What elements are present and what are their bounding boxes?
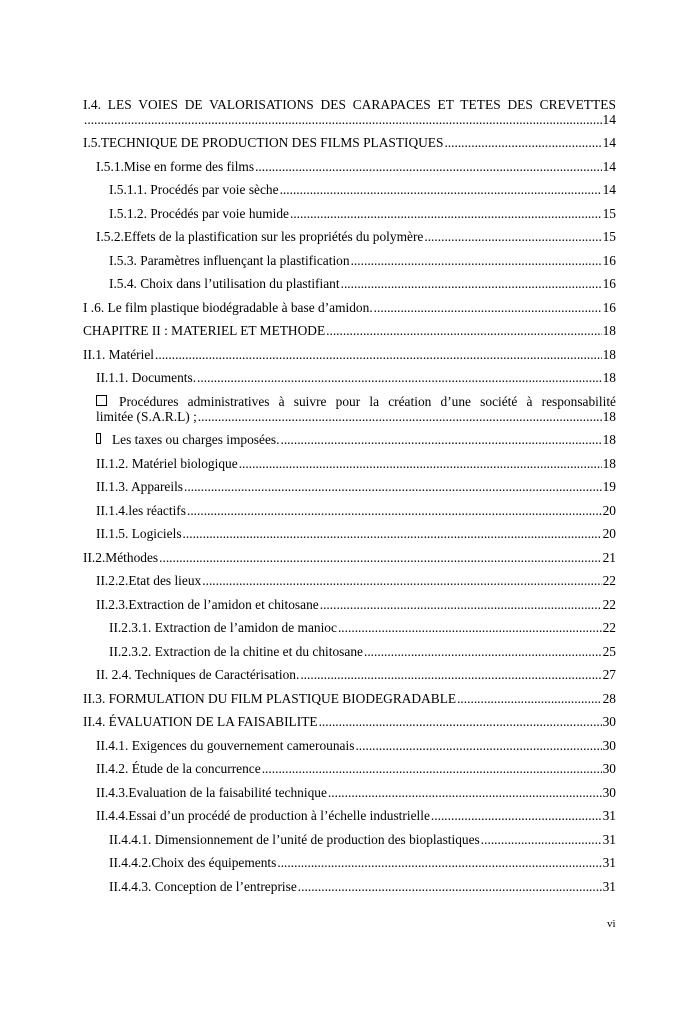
toc-entry-label: II.4.4.Essai d’un procédé de production à l’échelle industrielle (96, 808, 430, 823)
toc-entry-label: II.1.1. Documents. (96, 370, 197, 385)
toc-entry[interactable] (83, 785, 616, 800)
toc-entry[interactable] (83, 620, 616, 635)
toc-entry[interactable] (83, 206, 616, 221)
toc-entry-page: 15 (602, 205, 616, 221)
toc-entry-page: 14 (602, 112, 616, 127)
toc-entry-label: II.2.3.2. Extraction de la chitine et du chitosane (109, 643, 363, 659)
toc-entry[interactable] (83, 323, 616, 338)
toc-entry-label: II.1.2. Matériel biologique (96, 455, 238, 471)
checkbox-bullet-icon (96, 433, 101, 444)
toc-entry-label: I.5.1.2. Procédés par voie humide (109, 205, 289, 221)
toc-entry[interactable] (83, 159, 616, 174)
toc-entry-page: 27 (602, 667, 616, 682)
toc-entry-page: 14 (602, 158, 616, 174)
toc-entry[interactable] (83, 456, 616, 471)
toc-entry-label: II.4.4.3. Conception de l’entreprise (109, 878, 297, 894)
leader-dots (424, 229, 601, 244)
leader-dots (202, 573, 601, 588)
toc-entry-page: 31 (602, 878, 616, 894)
toc-entry-label: CHAPITRE II : MATERIEL ET METHODE (83, 323, 326, 338)
toc-entry-page: 30 (602, 761, 616, 776)
toc-entry-label: II.1.4.les réactifs (96, 502, 186, 518)
leader-dots (374, 300, 602, 315)
toc-entry[interactable] (83, 182, 616, 197)
toc-entry[interactable] (83, 370, 616, 385)
toc-entry-page: 30 (602, 784, 616, 800)
leader-dots (159, 550, 601, 565)
toc-entry-page: 21 (602, 549, 616, 565)
toc-entry-page: 30 (602, 737, 616, 753)
toc-entry-page: 22 (602, 573, 616, 588)
toc-entry-bullet[interactable] (83, 394, 616, 424)
leader-dots (351, 253, 602, 268)
toc-entry[interactable] (83, 597, 616, 612)
leader-dots (457, 691, 602, 706)
toc-entry-label: II.2.2.Etat des lieux (96, 573, 202, 588)
toc-entry-page: 18 (602, 432, 616, 447)
toc-entry-label: I.5.1.1. Procédés par voie sèche (109, 182, 279, 197)
toc-entry-label: II.1.3. Appareils (96, 479, 184, 494)
leader-dots (328, 785, 602, 800)
leader-dots (444, 135, 601, 150)
toc-entry-page: 18 (602, 370, 616, 385)
leader-dots (341, 276, 602, 291)
leader-dots (298, 879, 602, 894)
toc-entry-label: II.4.2. Étude de la concurrence (96, 761, 261, 776)
toc-entry[interactable] (83, 479, 616, 494)
toc-entry-label: I .6. Le film plastique biodégradable à base d’amidon. (83, 299, 373, 315)
toc-entry-label: Les taxes ou charges imposées. (112, 432, 280, 447)
toc-entry[interactable] (83, 550, 616, 565)
leader-dots (184, 479, 602, 494)
table-of-contents (83, 97, 616, 902)
toc-entry-label: II.2.3.1. Extraction de l’amidon de manioc (109, 620, 337, 635)
toc-entry-page: 31 (602, 808, 616, 823)
toc-entry-page: 31 (602, 831, 616, 847)
toc-entry-bullet[interactable] (83, 432, 616, 447)
toc-entry-label: I.5.3. Paramètres influençant la plastification (109, 252, 350, 268)
toc-entry-label: II. 2.4. Techniques de Caractérisation. (96, 667, 300, 682)
leader-dots (364, 644, 602, 659)
toc-entry-label: II.2.Méthodes (83, 549, 159, 565)
toc-entry-label: II.4.3.Evaluation de la faisabilité technique (96, 784, 327, 800)
leader-dots (319, 714, 602, 729)
toc-entry[interactable] (83, 229, 616, 244)
toc-entry[interactable] (83, 667, 616, 682)
toc-entry-page: 14 (602, 182, 616, 197)
toc-entry[interactable] (83, 347, 616, 362)
toc-entry-page: 20 (602, 526, 616, 541)
leader-dots (239, 456, 602, 471)
toc-entry-label: limitée (S.A.R.L) ; (96, 408, 197, 424)
toc-entry-label: I.5.4. Choix dans l’utilisation du plastifiant (109, 276, 340, 291)
checkbox-bullet-icon (96, 395, 107, 406)
toc-entry-label: II.3. FORMULATION DU FILM PLASTIQUE BIODEGRADABLE (83, 690, 457, 706)
leader-dots (355, 738, 601, 753)
leader-dots (300, 667, 601, 682)
toc-entry[interactable] (83, 808, 616, 823)
toc-entry[interactable] (83, 761, 616, 776)
leader-dots (280, 432, 601, 447)
leader-dots (183, 526, 602, 541)
page-number: vi (607, 918, 616, 930)
toc-entry-page: 16 (602, 252, 616, 268)
leader-dots (255, 159, 602, 174)
leader-dots (320, 597, 602, 612)
toc-entry-label: II.4.4.2.Choix des équipements (109, 855, 277, 870)
toc-entry-page: 16 (602, 276, 616, 291)
leader-dots (338, 620, 602, 635)
toc-entry[interactable] (83, 300, 616, 315)
toc-entry-label: I.5.2.Effets de la plastification sur les propriétés du polymère (96, 229, 424, 244)
leader-dots (155, 347, 602, 362)
toc-entry[interactable] (83, 253, 616, 268)
toc-entry[interactable] (83, 691, 616, 706)
toc-entry[interactable] (83, 738, 616, 753)
leader-dots (262, 761, 602, 776)
leader-dots (84, 112, 602, 127)
leader-dots (198, 409, 602, 424)
leader-dots (481, 832, 602, 847)
toc-entry[interactable] (83, 503, 616, 518)
toc-entry-label: II.1.5. Logiciels (96, 526, 182, 541)
leader-dots (290, 206, 602, 221)
toc-entry-page: 22 (602, 596, 616, 612)
leader-dots (431, 808, 602, 823)
toc-entry[interactable] (83, 714, 616, 729)
toc-entry-label: Procédures administratives à suivre pour la création d’une société à responsabilité (119, 393, 616, 409)
toc-entry-page: 16 (602, 299, 616, 315)
toc-entry-page: 18 (602, 346, 616, 362)
leader-dots (187, 503, 602, 518)
toc-entry-page: 25 (602, 643, 616, 659)
toc-entry-page: 28 (602, 690, 616, 706)
toc-entry-label: II.4.4.1. Dimensionnement de l’unité de production des bioplastiques (109, 831, 480, 847)
toc-entry-page: 30 (602, 714, 616, 729)
toc-entry-label: I.5.TECHNIQUE DE PRODUCTION DES FILMS PLASTIQUES (83, 135, 444, 150)
toc-entry-page: 18 (602, 323, 616, 338)
toc-entry-i4[interactable] (83, 97, 616, 127)
toc-entry-page: 14 (602, 135, 616, 150)
toc-entry[interactable] (83, 276, 616, 291)
toc-entry-label: II.2.3.Extraction de l’amidon et chitosane (96, 596, 319, 612)
toc-entry-label: II.4.1. Exigences du gouvernement camerounais (96, 737, 355, 753)
toc-entry[interactable] (83, 573, 616, 588)
toc-entry-page: 22 (602, 620, 616, 635)
toc-entry-page: 18 (602, 455, 616, 471)
toc-entry[interactable] (83, 832, 616, 847)
toc-entry-page: 15 (602, 229, 616, 244)
toc-entry-page: 18 (602, 408, 616, 424)
toc-entry-label: II.1. Matériel (83, 346, 155, 362)
toc-entry-label: II.4. ÉVALUATION DE LA FAISABILITE (83, 714, 318, 729)
leader-dots (280, 182, 602, 197)
toc-entry[interactable] (83, 855, 616, 870)
toc-entry[interactable] (83, 644, 616, 659)
toc-entry-label: I.4. LES VOIES DE VALORISATIONS DES CARAPACES ET TETES DES CREVETTES (83, 97, 616, 112)
leader-dots (277, 855, 601, 870)
toc-entry[interactable] (83, 879, 616, 894)
leader-dots (326, 323, 601, 338)
toc-entry[interactable] (83, 526, 616, 541)
toc-entry-page: 20 (602, 502, 616, 518)
leader-dots (197, 370, 602, 385)
toc-entry[interactable] (83, 135, 616, 150)
toc-entry-label: I.5.1.Mise en forme des films (96, 158, 255, 174)
toc-entry-page: 31 (602, 855, 616, 870)
toc-entry-page: 19 (602, 479, 616, 494)
